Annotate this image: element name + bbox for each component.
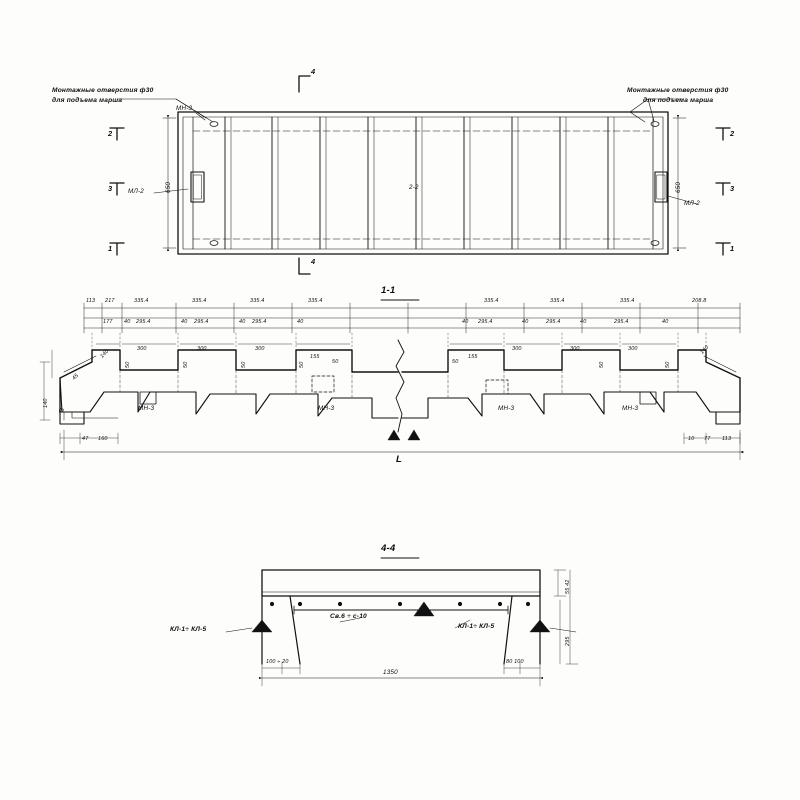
plan-dim-left-650: 650 <box>165 181 172 193</box>
dim-3354-d: 335.4 <box>308 298 323 304</box>
section-4-4-geometry <box>226 558 578 686</box>
dim-3354-c: 335.4 <box>250 298 265 304</box>
dim-riser-50d: 50 <box>299 361 305 368</box>
dim-step-155a: 155 <box>310 354 320 360</box>
plan-mark-ml2-left: МЛ-2 <box>128 188 144 195</box>
dim-right-lower: 295 <box>565 636 571 646</box>
dim-right-upper: 55 42 <box>565 579 571 594</box>
dim-right-77: 77 <box>704 436 711 442</box>
dim-step-300d: 300 <box>512 346 522 352</box>
plan-mark-ml2-right: МЛ-2 <box>684 200 700 207</box>
mark-kl-right: КЛ-1÷ КЛ-5 <box>458 623 495 630</box>
dim-2088: 208.8 <box>692 298 707 304</box>
plan-note-right-line2: для подъема марша <box>643 97 714 104</box>
section-mark-right-1: 1 <box>730 244 735 253</box>
dim-in-40d: 40 <box>297 319 304 325</box>
section-1-1-geometry <box>40 303 740 460</box>
mark-mn3-d: МН-3 <box>622 405 639 412</box>
dim-3354-f: 335.4 <box>550 298 565 304</box>
dim-in-40b: 40 <box>181 319 188 325</box>
dim-right-113: 113 <box>722 436 732 442</box>
dim-step-300f: 300 <box>628 346 638 352</box>
plan-note-left-line1: Монтажные отверстия ф30 <box>52 87 154 94</box>
section-mark-left-2: 2 <box>108 129 113 138</box>
dim-bottom-right: 80 100 <box>506 659 524 665</box>
section-mark-left-1: 1 <box>108 244 113 253</box>
dim-in-2954b: 295.4 <box>194 319 209 325</box>
dim-left-45b: 45 <box>71 372 81 382</box>
mark-mn3-a: МН-3 <box>138 405 155 412</box>
dim-3354-g: 335.4 <box>620 298 635 304</box>
dim-3354-a: 335.4 <box>134 298 149 304</box>
plan-center-mark: 2-2 <box>409 184 419 191</box>
dim-step-140: 140 <box>99 348 111 360</box>
dim-step-300e: 300 <box>570 346 580 352</box>
dim-in-2954c: 295.4 <box>252 319 267 325</box>
section-cut-bottom-4: 4 <box>311 257 316 266</box>
dim-step-300c: 300 <box>255 346 265 352</box>
dim-left-140: 140 <box>43 398 49 408</box>
dim-right-10: 10 <box>688 436 695 442</box>
dim-217: 217 <box>105 298 115 304</box>
dim-step-300a: 300 <box>137 346 147 352</box>
section-4-4-title: 4-4 <box>381 543 396 554</box>
section-cut-top-4: 4 <box>311 67 316 76</box>
dim-riser-50a: 50 <box>125 361 131 368</box>
weld-label: Св.6 ÷ с-10 <box>330 613 367 620</box>
dim-in-40f: 40 <box>522 319 529 325</box>
dim-in-2954e: 295.4 <box>546 319 561 325</box>
dim-3354-e: 335.4 <box>484 298 499 304</box>
section-1-1-title: 1-1 <box>381 285 396 296</box>
section-mark-left-3: 3 <box>108 184 113 193</box>
dim-in-2954a: 295.4 <box>136 319 151 325</box>
dim-in-40h: 40 <box>662 319 669 325</box>
plan-note-right-line1: Монтажные отверстия ф30 <box>627 87 729 94</box>
dim-riser-50f: 50 <box>665 361 671 368</box>
dim-riser-50e: 50 <box>599 361 605 368</box>
dim-in-40a: 40 <box>124 319 131 325</box>
section-mark-right-3: 3 <box>730 184 735 193</box>
dim-in-40c: 40 <box>239 319 246 325</box>
dim-riser-50c: 50 <box>241 361 247 368</box>
dim-left-160: 160 <box>98 436 108 442</box>
mark-mn3-b: МН-3 <box>318 405 335 412</box>
section-mark-right-2: 2 <box>730 129 735 138</box>
dim-left-47: 47 <box>82 436 89 442</box>
dim-step-300b: 300 <box>197 346 207 352</box>
mark-kl-left: КЛ-1÷ КЛ-5 <box>170 626 207 633</box>
dim-1350: 1350 <box>383 669 398 676</box>
dim-in-40g: 40 <box>580 319 587 325</box>
plan-mark-mn3: МН-3 <box>176 105 193 112</box>
dim-113: 113 <box>86 298 96 304</box>
dim-left-45a: 45 <box>57 406 67 416</box>
dim-in-2954f: 295.4 <box>614 319 629 325</box>
dim-step-155b: 155 <box>468 354 478 360</box>
mark-mn3-c: МН-3 <box>498 405 515 412</box>
dim-in-40e: 40 <box>462 319 469 325</box>
plan-note-left-line2: для подъема марша <box>52 97 123 104</box>
dim-bottom-left: 100 ÷ 20 <box>266 659 289 665</box>
dim-3354-b: 335.4 <box>192 298 207 304</box>
dim-in-177: 177 <box>103 319 113 325</box>
overall-length-label: L <box>396 454 403 465</box>
dim-step-140b: 140 <box>699 344 711 356</box>
dim-in-2954d: 295.4 <box>478 319 493 325</box>
plan-dim-right-650: 650 <box>675 181 682 193</box>
dim-step-50b: 50 <box>452 359 459 365</box>
plan-view-geometry <box>110 76 730 274</box>
dim-step-50a: 50 <box>332 359 339 365</box>
dim-riser-50b: 50 <box>183 361 189 368</box>
